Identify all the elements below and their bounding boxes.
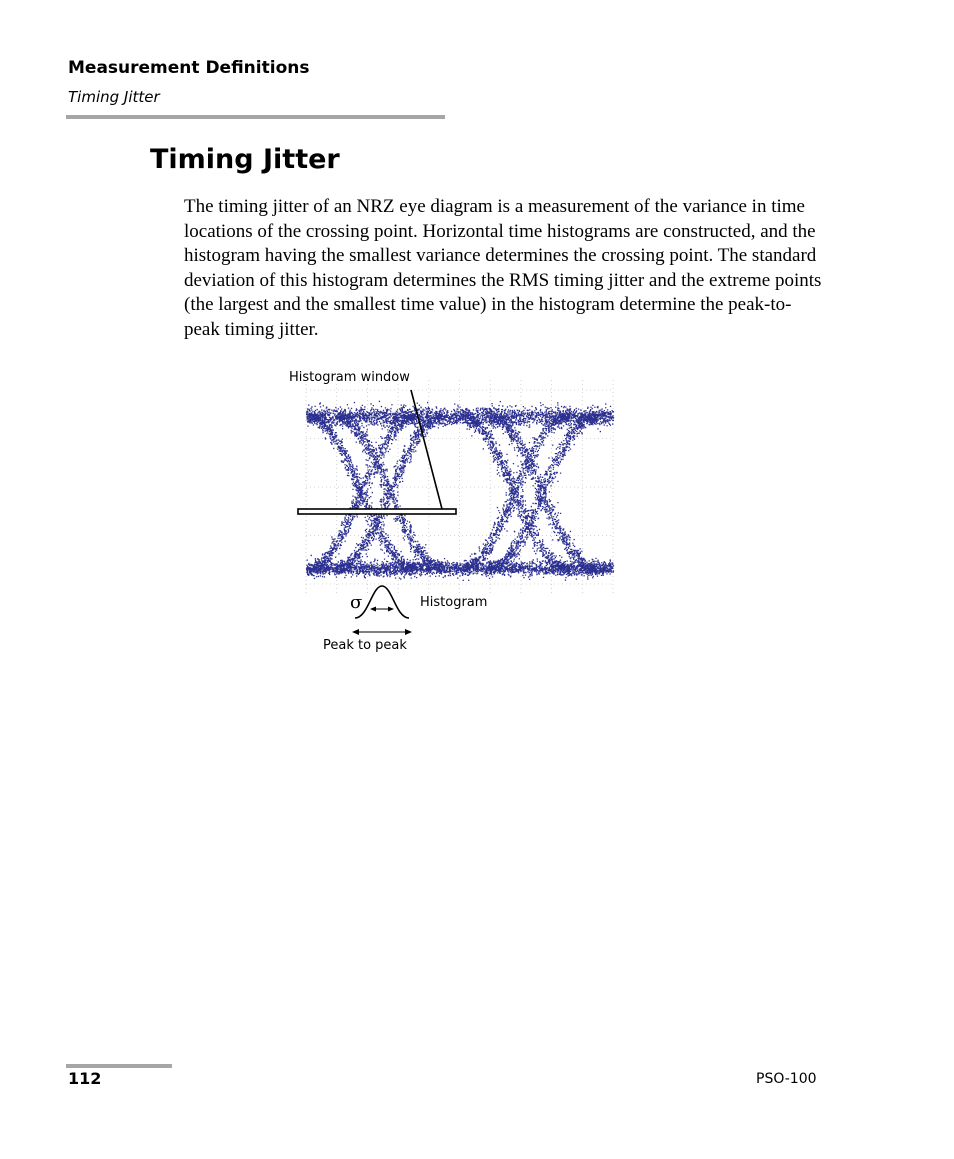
header-subsection-title: Timing Jitter [68, 88, 160, 106]
histogram-window-box [298, 509, 456, 514]
header-rule [66, 115, 445, 119]
histogram-window-leader-line [411, 390, 442, 509]
sigma-arrow-left-head [370, 607, 376, 612]
footer-rule [66, 1064, 172, 1068]
peak-to-peak-arrow-right-head [405, 629, 412, 635]
histogram-curve [355, 586, 409, 618]
eye-diagram-traces [306, 401, 614, 581]
sigma-arrow-right-head [388, 607, 394, 612]
eye-diagram-figure [280, 360, 640, 660]
eye-trace-points [306, 401, 614, 581]
body-paragraph: The timing jitter of an NRZ eye diagram is a measurement of the variance in time locations of the crossing point. Horizontal time histograms are constructed, and the histogram having the smallest variance determines the crossing point. The standard deviation of this histogram determines the RMS timing jitter and the extreme points (the largest and the smallest time value) in the histogram determine the peak-to-peak timing jitter. [184, 196, 822, 340]
product-name: PSO-100 [756, 1071, 817, 1087]
histogram-window-label: Histogram window [289, 370, 410, 385]
header-section-title: Measurement Definitions [68, 58, 310, 78]
page-title: Timing Jitter [150, 144, 340, 175]
page-number: 112 [68, 1069, 102, 1088]
peak-to-peak-arrow-left-head [352, 629, 359, 635]
sigma-symbol: σ [350, 592, 363, 613]
peak-to-peak-label: Peak to peak [323, 638, 407, 653]
eye-diagram-svg [280, 360, 640, 660]
histogram-label: Histogram [420, 595, 488, 610]
